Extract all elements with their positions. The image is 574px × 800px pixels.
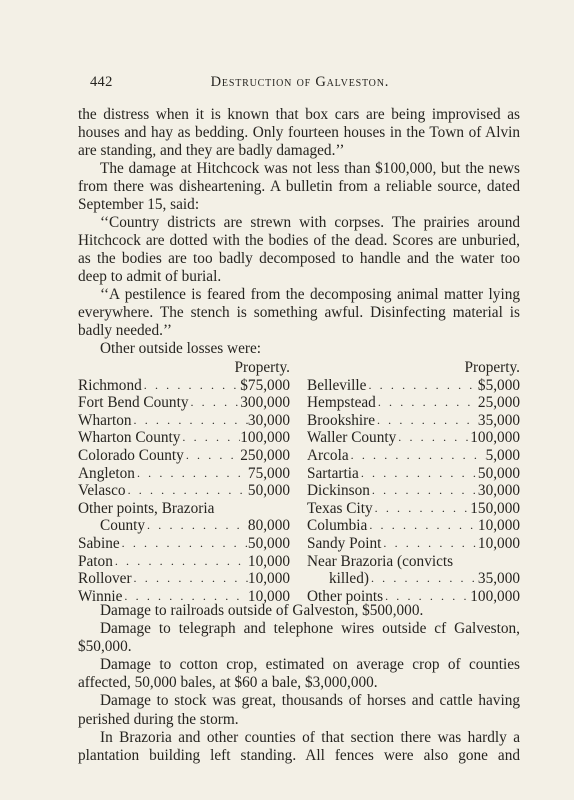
paragraph: The damage at Hitchcock was not less than $100,000, but the news from there was disheartening. A bulletin from a reliable source, dated September 15, said: [78, 160, 520, 213]
loss-value: 250,000 [240, 446, 290, 464]
place-name: Wharton [78, 411, 132, 429]
loss-value: 10,000 [247, 552, 290, 570]
table-row [78, 465, 290, 483]
losses-right-column [307, 359, 520, 605]
place-name: Sabine [78, 534, 120, 552]
table-row [307, 500, 520, 518]
table-row [78, 394, 290, 412]
leader-dots [373, 500, 471, 518]
place-name: Brookshire [307, 411, 375, 429]
leader-dots [188, 394, 240, 412]
paragraph: Damage to railroads outside of Galveston, $500,000. [100, 602, 424, 619]
leader-dots [376, 394, 478, 412]
leader-dots [396, 429, 470, 447]
table-row [307, 394, 520, 412]
running-title: Destruction of Galveston. [210, 74, 390, 90]
loss-value: $5,000 [477, 376, 520, 394]
place-name: Paton [78, 552, 113, 570]
paragraph: Damage to stock was great, thousands of horses and cattle having perished during the storm. [78, 692, 520, 728]
loss-value: 50,000 [247, 482, 290, 500]
place-name: Other points [307, 587, 384, 605]
place-name: County [100, 517, 146, 535]
place-name: Dickinson [307, 482, 370, 500]
leader-dots [180, 429, 240, 447]
place-name: Arcola [307, 446, 349, 464]
place-name: Rollover [78, 570, 132, 588]
place-name: Belleville [307, 376, 367, 394]
loss-value: 300,000 [240, 394, 290, 412]
table-row [307, 412, 520, 430]
table-row [307, 570, 520, 588]
table-row [307, 482, 520, 500]
leader-dots [367, 517, 478, 535]
table-row [78, 535, 290, 553]
leader-dots [366, 377, 477, 395]
losses-table [78, 359, 520, 605]
losses-left-column [78, 359, 290, 605]
paragraph: Damage to cotton crop, estimated on average crop of counties affected, 50,000 bales, at $60 a bale, $3,000,000. [78, 656, 520, 692]
table-row [78, 429, 290, 447]
table-row [307, 535, 520, 553]
place-name: Other points, Brazoria [78, 499, 215, 517]
place-name: Angleton [78, 464, 135, 482]
closing-text [78, 602, 520, 765]
leader-dots [120, 535, 248, 553]
loss-value: 30,000 [247, 411, 290, 429]
loss-value: 50,000 [247, 534, 290, 552]
place-name: Hempstead [307, 394, 376, 412]
paragraph: ‘‘A pestilence is feared from the decomposing animal matter lying everywhere. The stench is something awful. Disinfecting material is badly needed.’’ [78, 286, 520, 339]
place-name: Columbia [307, 517, 368, 535]
paragraph: the distress when it is known that box cars are being improvised as houses and hay as bedding. Only fourteen houses in the Town of Alvin are standing, and they are badly damaged.’’ [78, 106, 520, 159]
leader-dots [375, 412, 478, 430]
leader-dots [349, 447, 486, 465]
column-header: Property. [234, 359, 290, 376]
leader-dots [184, 447, 240, 465]
page-header [90, 74, 512, 91]
paragraph: Damage to telegraph and telephone wires outside cf Galveston, $50,000. [78, 620, 520, 656]
loss-value: 25,000 [477, 394, 520, 412]
table-row [78, 500, 290, 518]
table-row [78, 553, 290, 571]
column-header: Property. [464, 359, 520, 376]
loss-value: 35,000 [477, 411, 520, 429]
table-row [78, 412, 290, 430]
leader-dots [369, 570, 478, 588]
place-name: Winnie [78, 587, 123, 605]
loss-value: 30,000 [477, 482, 520, 500]
paragraph: In Brazoria and other counties of that section there was hardly a plantation building left standing. All fences were also gone and [78, 728, 520, 764]
leader-dots [113, 553, 248, 571]
place-name: Sartartia [307, 464, 359, 482]
loss-value: 100,000 [240, 429, 290, 447]
paragraph: ‘‘Country districts are strewn with corpses. The prairies around Hitchcock are dotted with the bodies of the dead. Scores are unburied, as the bodies are too badly decomposed to handle and the water too deep to admit of burial. [78, 214, 520, 285]
table-row [78, 517, 290, 535]
leader-dots [370, 482, 478, 500]
place-name: Velasco [78, 482, 126, 500]
paragraph: Other outside losses were: [100, 340, 262, 357]
loss-value: 10,000 [247, 587, 290, 605]
leader-dots [359, 465, 478, 483]
loss-value: 100,000 [470, 587, 520, 605]
loss-value: 75,000 [247, 464, 290, 482]
table-row [78, 377, 290, 395]
place-name: Colorado County [78, 446, 184, 464]
table-row [78, 447, 290, 465]
table-row [307, 429, 520, 447]
table-row [307, 447, 520, 465]
place-name: Fort Bend County [78, 394, 189, 412]
table-row [307, 377, 520, 395]
loss-value: 10,000 [247, 570, 290, 588]
place-name: Richmond [78, 376, 142, 394]
loss-value: 10,000 [477, 517, 520, 535]
table-row [307, 553, 520, 571]
leader-dots [135, 465, 248, 483]
place-name: Waller County [307, 429, 397, 447]
loss-value: 80,000 [247, 517, 290, 535]
loss-value: 100,000 [470, 429, 520, 447]
loss-value: 5,000 [485, 446, 520, 464]
table-row [307, 517, 520, 535]
loss-value: 35,000 [477, 570, 520, 588]
table-row [78, 482, 290, 500]
place-name: Sandy Point [307, 534, 382, 552]
leader-dots [132, 570, 248, 588]
place-name: killed) [329, 570, 369, 588]
loss-value: 10,000 [477, 534, 520, 552]
place-name: Near Brazoria (convicts [307, 552, 454, 570]
loss-value: $75,000 [240, 376, 290, 394]
table-row [307, 465, 520, 483]
loss-value: 150,000 [470, 499, 520, 517]
leader-dots [126, 482, 248, 500]
table-row [78, 570, 290, 588]
place-name: Wharton County [78, 429, 181, 447]
leader-dots [381, 535, 478, 553]
leader-dots [132, 412, 248, 430]
leader-dots [145, 517, 248, 535]
place-name: Texas City [307, 499, 373, 517]
loss-value: 50,000 [477, 464, 520, 482]
body-text [78, 106, 520, 358]
leader-dots [142, 377, 241, 395]
page-number: 442 [90, 74, 113, 90]
